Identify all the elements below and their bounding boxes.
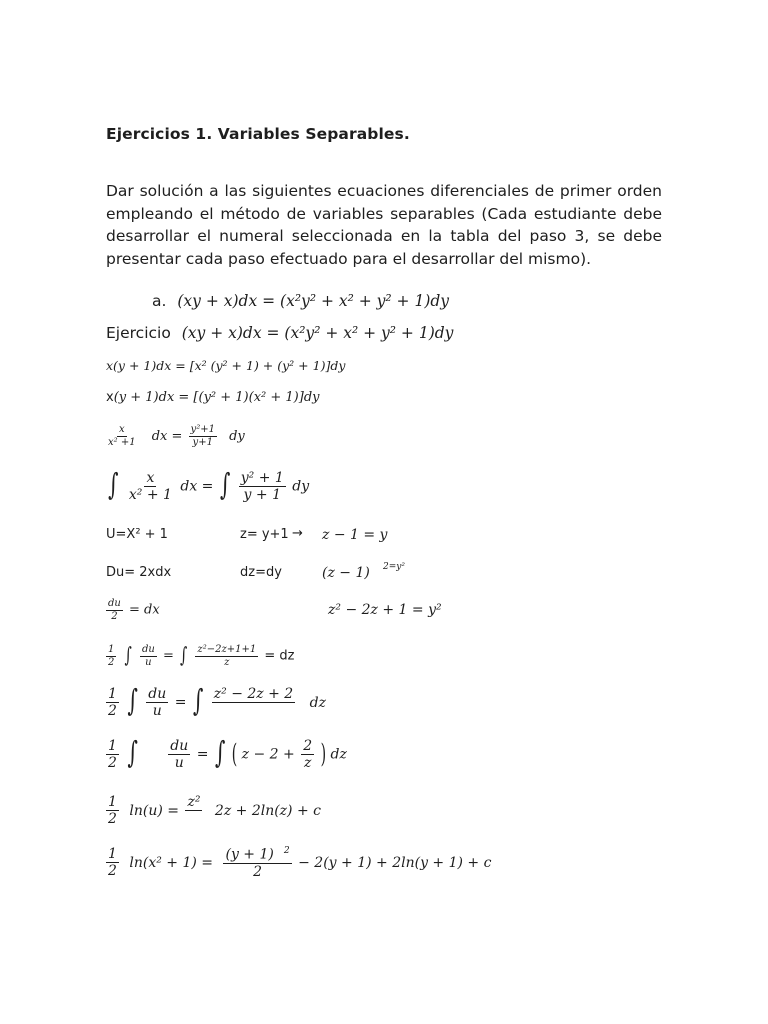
fraction-du-over-u (146, 686, 168, 719)
z-expand: z² − 2z + 1 = y² (328, 602, 442, 618)
step-4-end: dy (292, 478, 310, 495)
fraction-2-over-z (301, 738, 314, 771)
right-paren: ) (320, 739, 327, 770)
fraction-x-over-x2-plus-1 (127, 470, 174, 503)
dz-text: dz=dy (240, 565, 282, 580)
item-a (152, 292, 449, 310)
fraction-du-over-u (140, 644, 157, 668)
frac-den (190, 811, 198, 827)
frac-den: u (145, 656, 152, 668)
ln-u-rest: 2z + 2ln(z) + c (214, 802, 321, 819)
final-left: ln(x² + 1) = (129, 854, 214, 871)
int-med-end: dz (309, 694, 326, 711)
frac-den: 2 (108, 863, 117, 880)
int-small-end: = dz (264, 648, 295, 664)
integral-medium-line (104, 681, 326, 720)
frac-num: 1 (108, 738, 117, 754)
integral-sign: ∫ (127, 733, 138, 770)
frac-num: z²−2z+1+1 (197, 644, 257, 655)
final-num-sup: 2 (283, 846, 290, 856)
final-num: (y + 1) (225, 846, 274, 863)
du-half-rest: = dx (128, 602, 160, 618)
step-2-x: x (106, 390, 114, 405)
frac-den: y + 1 (243, 487, 281, 504)
fraction-half (106, 644, 116, 668)
z-minus-one: (z − 1) (322, 565, 370, 581)
sub-z-equation: z − 1 = y (322, 527, 388, 543)
du-text: Du= 2xdx (106, 565, 172, 580)
split-inner: z − 2 + (241, 746, 295, 763)
ejercicio-equation: (xy + x)dx = (x²y² + x² + y² + 1)dy (181, 324, 454, 342)
final-rest: − 2(y + 1) + 2ln(y + 1) + c (298, 854, 492, 871)
fraction-z-poly-over-z (195, 644, 258, 668)
frac-den: 2 (111, 610, 118, 622)
frac-num: 1 (108, 686, 117, 702)
fraction-half (106, 794, 119, 827)
fraction-z-squared (185, 794, 202, 827)
frac-num: y² + 1 (240, 470, 284, 486)
ejercicio-line (106, 324, 453, 342)
fraction-half (106, 846, 119, 879)
frac-den: u (174, 755, 184, 772)
step-3-end: dy (229, 428, 245, 444)
frac-den: x² + 1 (128, 487, 172, 504)
sub-z-text: z= y+1 (240, 527, 289, 542)
integral-sign: ∫ (108, 465, 119, 502)
step-4-mid: dx = (180, 478, 214, 495)
item-a-equation: (xy + x)dx = (x²y² + x² + y² + 1)dy (177, 292, 450, 310)
eq-sign: = (174, 694, 187, 711)
integral-sign: ∫ (127, 681, 138, 718)
item-a-label: a. (152, 292, 167, 310)
sub-u-line (106, 527, 168, 542)
left-paren: ( (231, 739, 238, 770)
fraction-x-over-x2 (106, 424, 138, 448)
sub-u: U=X² + 1 (106, 527, 168, 542)
integral-sign: ∫ (192, 681, 204, 718)
equation-step-3 (104, 424, 245, 448)
exercise-title: Ejercicios 1. Variables Separables. (106, 125, 410, 143)
frac-num: du (170, 738, 189, 754)
frac-den: x² +1 (108, 436, 136, 448)
fraction-du-over-u (168, 738, 190, 771)
frac-den (249, 703, 257, 719)
frac-num: z² (187, 794, 201, 810)
frac-num: du (141, 644, 155, 655)
integral-sign: ∫ (124, 643, 132, 668)
du-half-line (104, 598, 160, 622)
final-line (104, 846, 491, 880)
step-3-mid: dx = (151, 428, 183, 444)
frac-den: u (152, 703, 162, 720)
fraction-half (106, 686, 119, 719)
intro-paragraph: Dar solución a las siguientes ecuaciones diferenciales de primer orden empleando el método de variables separables (Cada estudiante debe desarrollar el numeral seleccionada en la tabla del paso 3, se debe presentar cada paso efectuado para el desarrollar del mismo). (106, 182, 662, 268)
fraction-z-poly (212, 686, 295, 719)
ln-u-left: ln(u) = (129, 802, 179, 819)
frac-num: 1 (108, 794, 117, 810)
integral-small-line (104, 644, 294, 668)
frac-den: z (304, 755, 312, 772)
equation-step-1: x(y + 1)dx = [x² (y² + 1) + (y² + 1)]dy (106, 358, 346, 373)
frac-den: 2 (108, 703, 117, 720)
eq-sign: = (162, 648, 174, 664)
integral-sign: ∫ (214, 733, 226, 770)
eq-sign: = (196, 746, 209, 763)
frac-den: 2 (108, 656, 115, 668)
frac-num: du (148, 686, 167, 702)
integral-sign: ∫ (219, 465, 231, 502)
ejercicio-label: Ejercicio (106, 324, 171, 342)
equation-step-4 (106, 465, 310, 504)
equation-step-2 (106, 390, 319, 405)
frac-den: 2 (108, 811, 117, 828)
step-2-rest: (y + 1)dx = [(y² + 1)(x² + 1)]dy (113, 390, 320, 405)
frac-den: 2 (253, 863, 263, 880)
arrow-symbol: → (292, 526, 303, 541)
frac-num: x (118, 424, 125, 435)
frac-num: 2 (303, 738, 313, 754)
fraction-y2-plus-1-over-y-plus-1 (239, 470, 286, 503)
frac-num: du (108, 598, 121, 609)
fraction-y-plus-1-squared-over-2 (223, 846, 291, 880)
fraction-half (106, 738, 119, 771)
frac-num (223, 846, 291, 864)
integral-split-line (104, 733, 347, 772)
frac-num: 1 (108, 644, 115, 655)
frac-num: z² − 2z + 2 (213, 686, 294, 702)
ln-u-line (104, 794, 321, 827)
frac-den: z (224, 656, 230, 668)
frac-den: y+1 (192, 436, 213, 448)
frac-num: y²+1 (190, 424, 215, 435)
z-superscript: 2=y² (383, 562, 405, 572)
frac-num: x (146, 470, 155, 486)
int-split-end: dz (330, 746, 347, 763)
fraction-y2-over-y (189, 424, 217, 448)
frac-num: 1 (108, 846, 117, 863)
fraction-du-over-2 (106, 598, 123, 622)
frac-den: 2 (108, 755, 117, 772)
integral-sign: ∫ (179, 643, 188, 668)
